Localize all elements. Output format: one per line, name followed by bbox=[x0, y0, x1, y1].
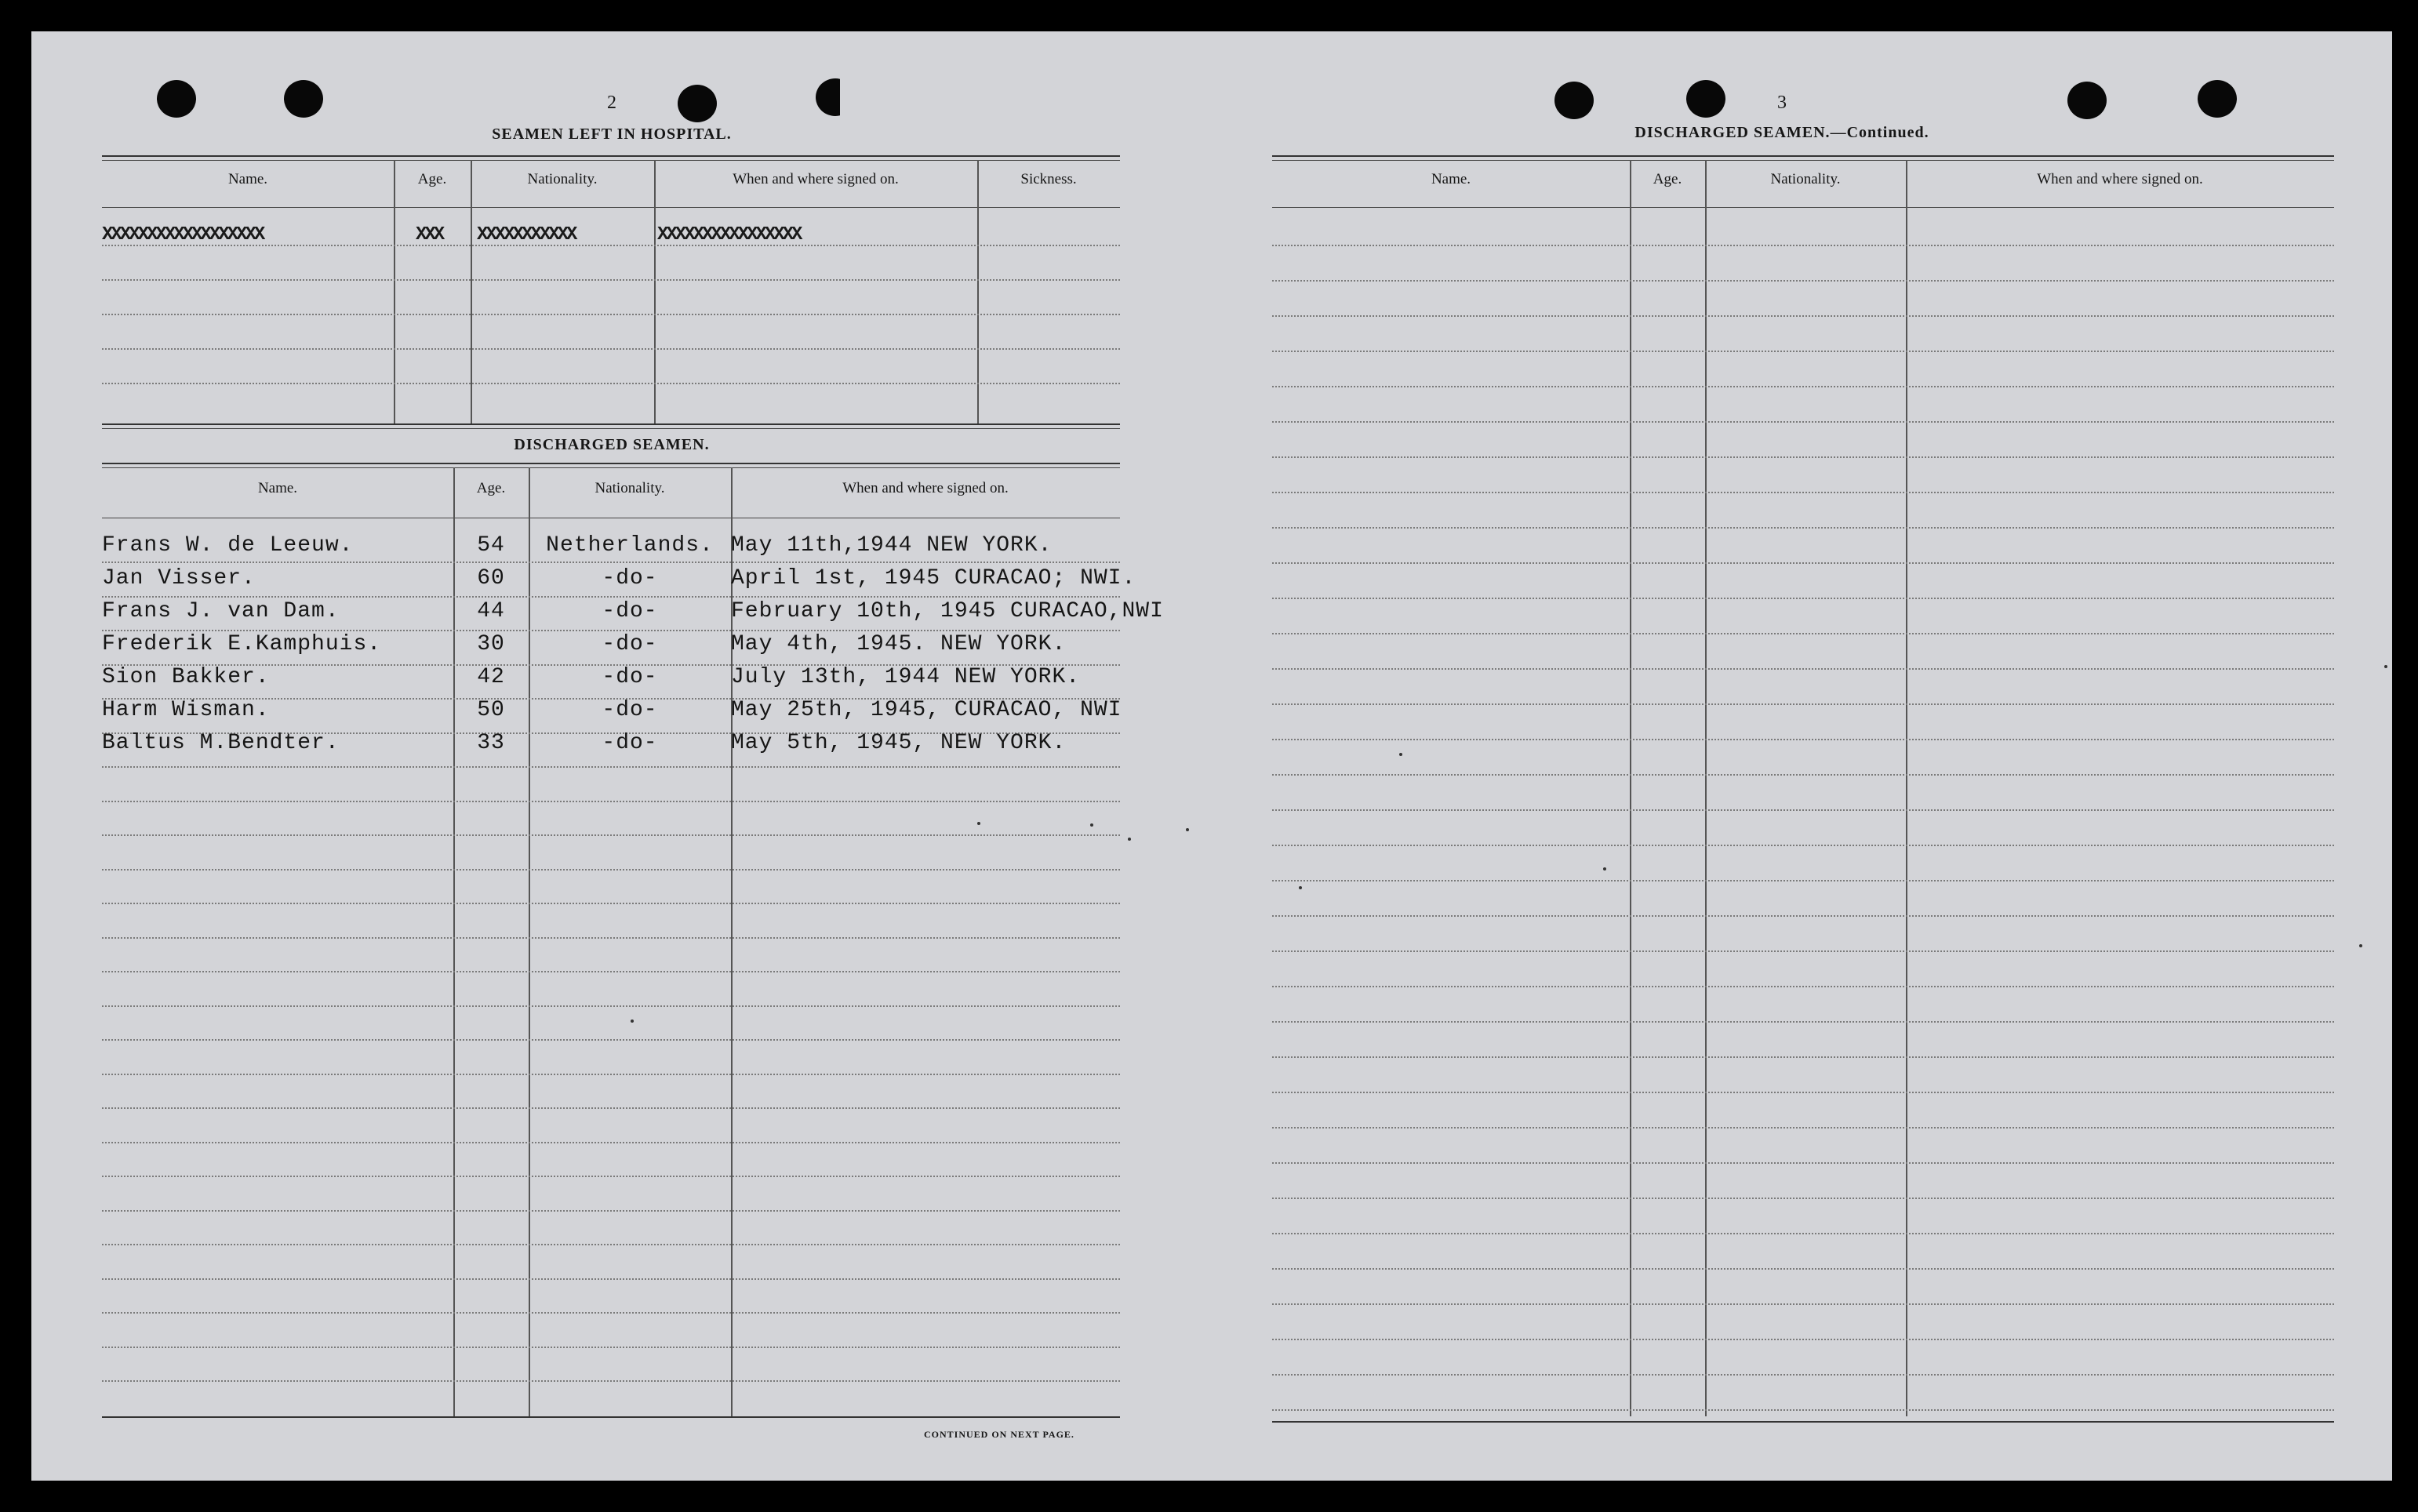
ruled-line bbox=[102, 1039, 1120, 1041]
discharged-signed-on: May 25th, 1945, CURACAO, NWI bbox=[731, 698, 1122, 722]
right-col-nationality: Nationality. bbox=[1770, 171, 1841, 187]
discharged-age: 54 bbox=[477, 533, 505, 558]
punch-hole-icon bbox=[816, 78, 855, 116]
discharged-nationality: -do- bbox=[602, 632, 658, 656]
ruled-line bbox=[1272, 703, 2334, 705]
ruled-line bbox=[102, 1380, 1120, 1382]
ruled-line bbox=[1272, 1409, 2334, 1411]
discharged-col-nationality: Nationality. bbox=[595, 480, 665, 496]
punch-hole-icon bbox=[2067, 82, 2107, 119]
discharged-col-age: Age. bbox=[476, 480, 506, 496]
right-section-title bbox=[1634, 124, 1929, 142]
ruled-line bbox=[102, 869, 1120, 870]
hospital-bottom-rule bbox=[102, 423, 1120, 425]
ruled-line bbox=[1272, 245, 2334, 246]
right-col-divider bbox=[1906, 160, 1907, 1416]
right-col-signed-on: When and where signed on. bbox=[2037, 171, 2203, 187]
punch-hole-icon bbox=[678, 85, 717, 122]
hospital-col-nationality: Nationality. bbox=[527, 171, 598, 187]
discharged-nationality: -do- bbox=[602, 731, 658, 755]
ruled-line bbox=[1272, 562, 2334, 564]
discharged-age: 44 bbox=[477, 599, 505, 623]
ruled-line bbox=[1272, 456, 2334, 458]
hospital-col-age: Age. bbox=[417, 171, 447, 187]
right-top-rule bbox=[1272, 155, 2334, 157]
discharged-age: 50 bbox=[477, 698, 505, 722]
hospital-row-line bbox=[102, 348, 1120, 350]
ruled-line bbox=[1272, 1056, 2334, 1058]
ruled-line bbox=[1272, 386, 2334, 387]
hospital-row-line bbox=[102, 314, 1120, 315]
right-col-name: Name. bbox=[1431, 171, 1471, 187]
ruled-line bbox=[102, 1176, 1120, 1177]
scan-speck bbox=[2384, 665, 2387, 668]
struck-nationality: XXXXXXXXXXX bbox=[477, 224, 576, 245]
hospital-top-rule bbox=[102, 155, 1120, 157]
hospital-row-line bbox=[102, 383, 1120, 384]
ruled-line bbox=[1272, 1233, 2334, 1234]
document-sheet bbox=[31, 31, 2392, 1481]
ruled-line bbox=[102, 1005, 1120, 1007]
hospital-row-line bbox=[102, 279, 1120, 281]
punch-hole-icon bbox=[2198, 80, 2237, 118]
ruled-line bbox=[102, 766, 1120, 768]
ruled-line bbox=[1272, 1374, 2334, 1376]
ruled-line bbox=[1272, 527, 2334, 529]
discharged-name: Frans J. van Dam. bbox=[102, 599, 340, 623]
right-col-divider bbox=[1630, 160, 1631, 1416]
discharged-signed-on: April 1st, 1945 CURACAO; NWI. bbox=[731, 566, 1136, 591]
scan-speck bbox=[977, 822, 980, 825]
hospital-header-rule bbox=[102, 207, 1120, 208]
struck-age: XXX bbox=[416, 224, 443, 245]
ruled-line bbox=[1272, 351, 2334, 352]
discharged-signed-on: July 13th, 1944 NEW YORK. bbox=[731, 665, 1081, 689]
scan-speck bbox=[1090, 823, 1093, 827]
hospital-col-signed-on: When and where signed on. bbox=[733, 171, 899, 187]
ruled-line bbox=[1272, 915, 2334, 917]
scan-speck bbox=[2359, 944, 2362, 947]
hospital-col-name: Name. bbox=[227, 171, 268, 187]
discharged-top-rule-inner bbox=[102, 467, 1120, 468]
discharged-name: Frederik E.Kamphuis. bbox=[102, 632, 382, 656]
discharged-signed-on: May 4th, 1945. NEW YORK. bbox=[731, 632, 1067, 656]
hospital-top-rule-inner bbox=[102, 160, 1120, 161]
struck-signed-on: XXXXXXXXXXXXXXXX bbox=[657, 224, 801, 245]
scan-speck bbox=[1399, 753, 1402, 756]
hospital-section-title: SEAMEN LEFT IN HOSPITAL. bbox=[492, 125, 732, 143]
ruled-line bbox=[1272, 315, 2334, 317]
ruled-line bbox=[102, 1142, 1120, 1143]
right-col-divider bbox=[1705, 160, 1707, 1416]
right-title-main: DISCHARGED SEAMEN. bbox=[1634, 124, 1831, 141]
ruled-line bbox=[102, 1074, 1120, 1075]
ruled-line bbox=[1272, 668, 2334, 670]
discharged-age: 33 bbox=[477, 731, 505, 755]
discharged-nationality: -do- bbox=[602, 566, 658, 591]
right-bottom-rule bbox=[1272, 1421, 2334, 1423]
continued-footnote: CONTINUED ON NEXT PAGE. bbox=[924, 1429, 1074, 1440]
ruled-line bbox=[1272, 1268, 2334, 1270]
ruled-line bbox=[102, 1312, 1120, 1314]
discharged-nationality: -do- bbox=[602, 665, 658, 689]
ruled-line bbox=[1272, 845, 2334, 846]
ruled-line bbox=[102, 562, 1120, 563]
discharged-col-name: Name. bbox=[257, 480, 298, 496]
right-header-rule bbox=[1272, 207, 2334, 208]
discharged-age: 30 bbox=[477, 632, 505, 656]
discharged-col-signed-on: When and where signed on. bbox=[842, 480, 1009, 496]
punch-hole-icon bbox=[1686, 80, 1725, 118]
discharged-signed-on: February 10th, 1945 CURACAO,NWI bbox=[731, 599, 1164, 623]
ruled-line bbox=[1272, 1127, 2334, 1129]
discharged-nationality: -do- bbox=[602, 599, 658, 623]
discharged-signed-on: May 11th,1944 NEW YORK. bbox=[731, 533, 1053, 558]
ruled-line bbox=[1272, 598, 2334, 599]
discharged-age: 60 bbox=[477, 566, 505, 591]
hospital-col-sickness: Sickness. bbox=[1020, 171, 1077, 187]
discharged-name: Jan Visser. bbox=[102, 566, 256, 591]
ruled-line bbox=[1272, 1162, 2334, 1164]
ruled-line bbox=[102, 1347, 1120, 1348]
ruled-line bbox=[102, 937, 1120, 939]
right-title-suffix: —Continued. bbox=[1830, 124, 1929, 141]
ruled-line bbox=[102, 801, 1120, 802]
ruled-line bbox=[102, 971, 1120, 972]
punch-hole-icon bbox=[1554, 82, 1594, 119]
discharged-signed-on: May 5th, 1945, NEW YORK. bbox=[731, 731, 1067, 755]
ruled-line bbox=[1272, 809, 2334, 811]
ruled-line bbox=[1272, 880, 2334, 881]
scan-speck bbox=[1128, 838, 1131, 841]
ruled-line bbox=[1272, 1092, 2334, 1093]
discharged-bottom-rule bbox=[102, 1416, 1120, 1418]
discharged-name: Sion Bakker. bbox=[102, 665, 270, 689]
ruled-line bbox=[102, 1244, 1120, 1245]
scan-speck bbox=[631, 1020, 634, 1023]
ruled-line bbox=[1272, 986, 2334, 987]
discharged-name: Baltus M.Bendter. bbox=[102, 731, 340, 755]
ruled-line bbox=[1272, 492, 2334, 493]
right-col-age: Age. bbox=[1653, 171, 1682, 187]
ruled-line bbox=[1272, 633, 2334, 634]
ruled-line bbox=[102, 1210, 1120, 1212]
scan-speck bbox=[1186, 828, 1189, 831]
ruled-line bbox=[102, 630, 1120, 631]
discharged-nationality: Netherlands. bbox=[546, 533, 714, 558]
ruled-line bbox=[1272, 950, 2334, 952]
struck-name: XXXXXXXXXXXXXXXXXX bbox=[102, 224, 264, 245]
ruled-line bbox=[1272, 1339, 2334, 1340]
left-page-number: 2 bbox=[607, 93, 616, 113]
discharged-age: 42 bbox=[477, 665, 505, 689]
discharged-section-title: DISCHARGED SEAMEN. bbox=[514, 436, 710, 453]
scan-speck bbox=[1603, 867, 1606, 870]
ruled-line bbox=[1272, 1021, 2334, 1023]
scan-speck bbox=[1299, 886, 1302, 889]
punch-hole-icon bbox=[157, 80, 196, 118]
ruled-line bbox=[102, 1278, 1120, 1280]
ruled-line bbox=[102, 1107, 1120, 1109]
right-page-number: 3 bbox=[1777, 93, 1787, 113]
discharged-name: Harm Wisman. bbox=[102, 698, 270, 722]
ruled-line bbox=[102, 834, 1120, 836]
ruled-line bbox=[1272, 774, 2334, 776]
ruled-line bbox=[1272, 1303, 2334, 1305]
ruled-line bbox=[1272, 739, 2334, 740]
right-top-rule-inner bbox=[1272, 160, 2334, 161]
discharged-top-rule bbox=[102, 463, 1120, 464]
ruled-line bbox=[102, 903, 1120, 904]
ruled-line bbox=[1272, 1198, 2334, 1199]
punch-hole-icon bbox=[284, 80, 323, 118]
hospital-bottom-rule-inner bbox=[102, 428, 1120, 429]
discharged-name: Frans W. de Leeuw. bbox=[102, 533, 354, 558]
ruled-line bbox=[1272, 280, 2334, 282]
ruled-line bbox=[1272, 421, 2334, 423]
discharged-nationality: -do- bbox=[602, 698, 658, 722]
ruled-line bbox=[102, 596, 1120, 598]
